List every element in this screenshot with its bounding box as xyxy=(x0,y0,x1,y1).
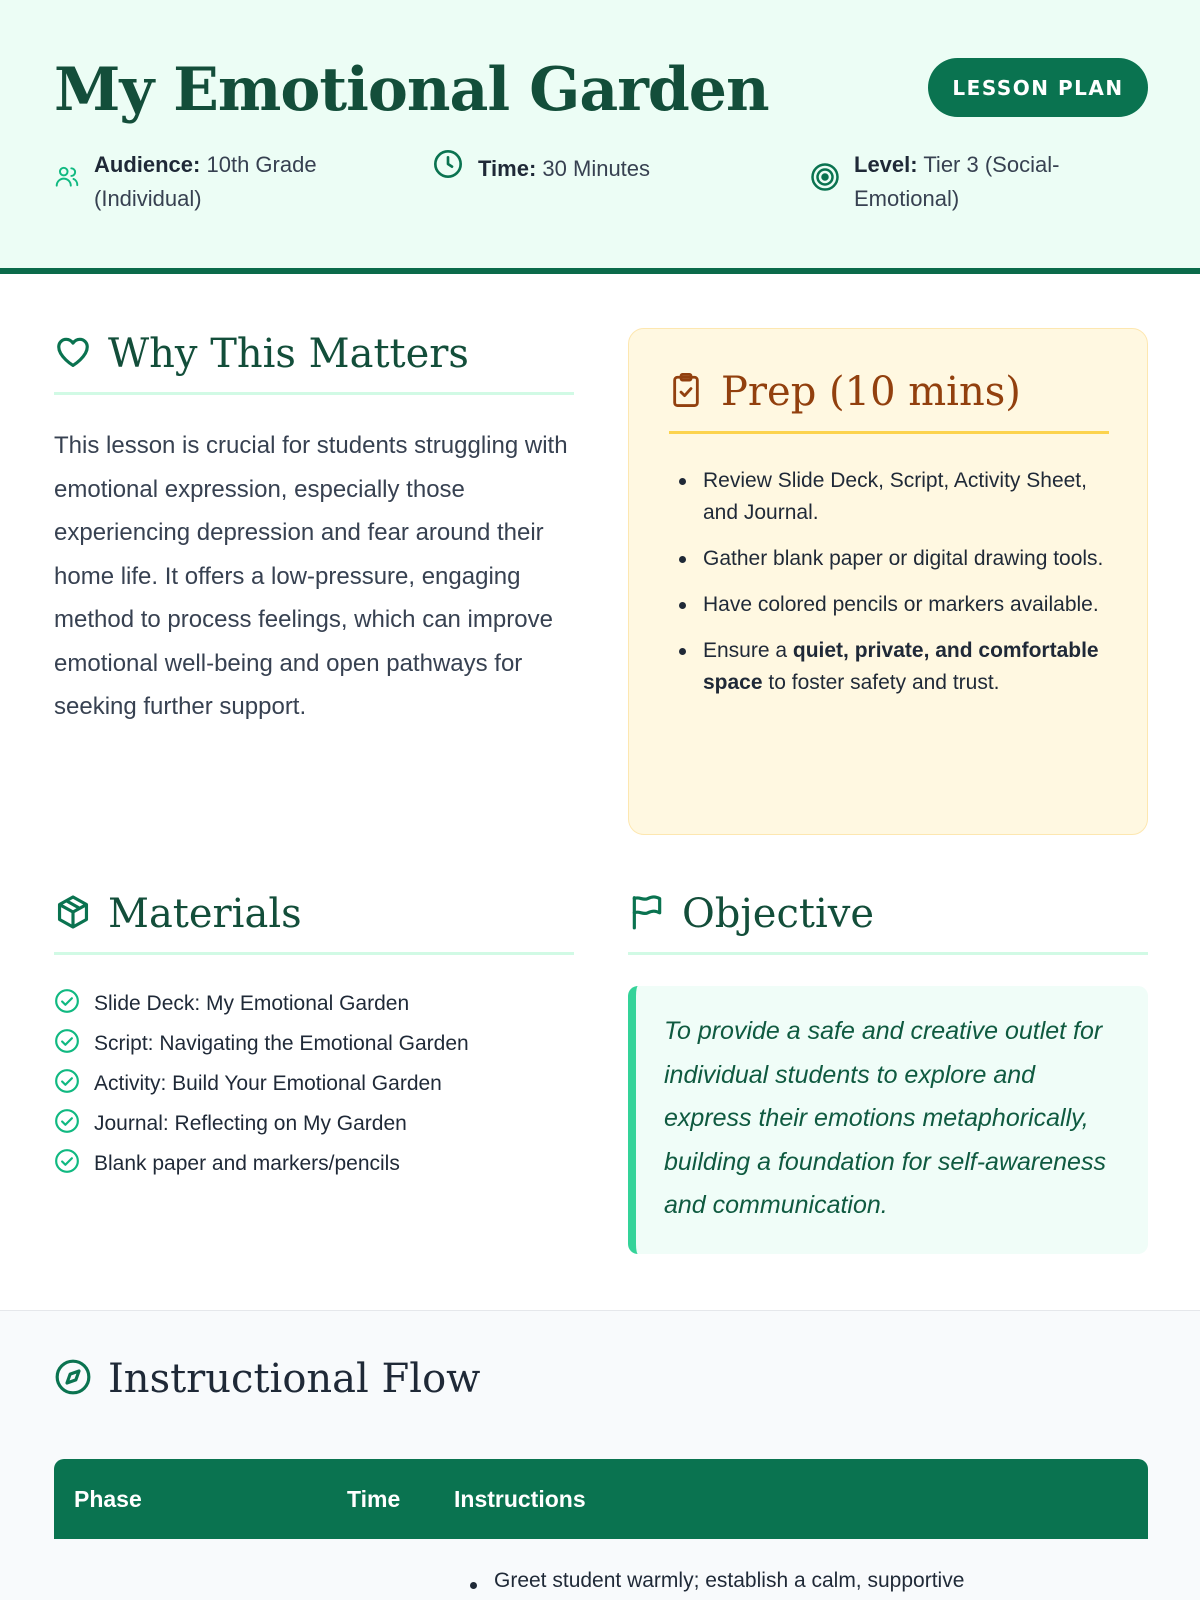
column-header-phase: Phase xyxy=(74,1485,142,1512)
compass-icon xyxy=(54,1358,108,1401)
why-body: This lesson is crucial for students struggling with emotional expression, especially those experiencing depression and fear around their home life. It offers a low-pressure, engaging method to process feelings, which can improve emotional well-being and open pathways for seeking further support. xyxy=(54,432,568,720)
prep-item-suffix: to foster safety and trust. xyxy=(762,671,1000,694)
flow-heading xyxy=(54,1353,480,1405)
clock-icon xyxy=(432,148,478,190)
meta-audience-text xyxy=(94,148,354,216)
prep-list xyxy=(703,465,1123,713)
prep-title: Prep (10 mins) xyxy=(721,369,1021,415)
check-circle-icon xyxy=(54,1068,94,1100)
prep-item-emphasis: quiet, private, and comfortable space xyxy=(703,639,1099,694)
flow-table-header xyxy=(54,1459,1148,1539)
material-label: Slide Deck: My Emotional Garden xyxy=(94,992,410,1015)
material-label: Activity: Build Your Emotional Garden xyxy=(94,1072,442,1095)
list-item: Review Slide Deck, Script, Activity Sheet, and Journal. xyxy=(703,465,1123,529)
objective-text: To provide a safe and creative outlet for individual students to explore and express their emotions metaphorically, building a foundation for self-awareness and communication. xyxy=(664,1017,1106,1219)
lesson-plan-badge: LESSON PLAN xyxy=(928,58,1148,117)
material-label: Blank paper and markers/pencils xyxy=(94,1152,400,1175)
instructional-flow-section xyxy=(0,1310,1200,1600)
list-item xyxy=(54,1104,469,1144)
why-section-heading xyxy=(54,328,574,395)
materials-title: Materials xyxy=(108,891,302,937)
flow-title: Instructional Flow xyxy=(108,1356,481,1402)
meta-level-text xyxy=(854,148,1110,216)
time-label: Time: xyxy=(478,156,537,181)
meta-time-text xyxy=(478,152,650,186)
objective-box xyxy=(628,986,1148,1254)
materials-list xyxy=(54,984,469,1184)
target-icon xyxy=(810,162,854,202)
list-item xyxy=(54,984,469,1024)
lesson-header xyxy=(0,0,1200,274)
heart-icon xyxy=(54,333,108,376)
column-header-time: Time xyxy=(347,1485,401,1512)
meta-time xyxy=(432,148,732,190)
list-item: Have colored pencils or markers available. xyxy=(703,589,1123,621)
list-item xyxy=(54,1024,469,1064)
check-circle-icon xyxy=(54,1028,94,1060)
materials-section-heading xyxy=(54,888,574,955)
column-header-instructions: Instructions xyxy=(454,1485,586,1512)
users-icon xyxy=(54,164,94,200)
objective-title: Objective xyxy=(682,891,875,937)
list-item: Gather blank paper or digital drawing tools. xyxy=(703,543,1123,575)
check-circle-icon xyxy=(54,988,94,1020)
level-label: Level: xyxy=(854,152,918,177)
box-icon xyxy=(54,893,108,936)
list-item xyxy=(703,635,1123,699)
table-row-instruction: Greet student warmly; establish a calm, supportive xyxy=(494,1569,965,1592)
audience-value: 10th Grade (Individual) xyxy=(94,152,317,211)
prep-card xyxy=(628,328,1148,835)
material-label: Journal: Reflecting on My Garden xyxy=(94,1112,407,1135)
page-title: My Emotional Garden xyxy=(54,55,769,125)
audience-label: Audience: xyxy=(94,152,201,177)
list-item xyxy=(54,1144,469,1184)
objective-section-heading xyxy=(628,888,1148,955)
time-value: 30 Minutes xyxy=(542,156,651,181)
check-circle-icon xyxy=(54,1148,94,1180)
material-label: Script: Navigating the Emotional Garden xyxy=(94,1032,469,1055)
flag-icon xyxy=(628,893,682,936)
clipboard-check-icon xyxy=(669,371,721,414)
list-item xyxy=(54,1064,469,1104)
meta-level xyxy=(810,148,1110,216)
why-title: Why This Matters xyxy=(108,331,469,377)
prep-item-prefix: Ensure a xyxy=(703,639,793,662)
meta-audience xyxy=(54,148,354,216)
prep-heading xyxy=(669,365,1109,434)
level-value: Tier 3 (Social-Emotional) xyxy=(854,152,1060,211)
check-circle-icon xyxy=(54,1108,94,1140)
